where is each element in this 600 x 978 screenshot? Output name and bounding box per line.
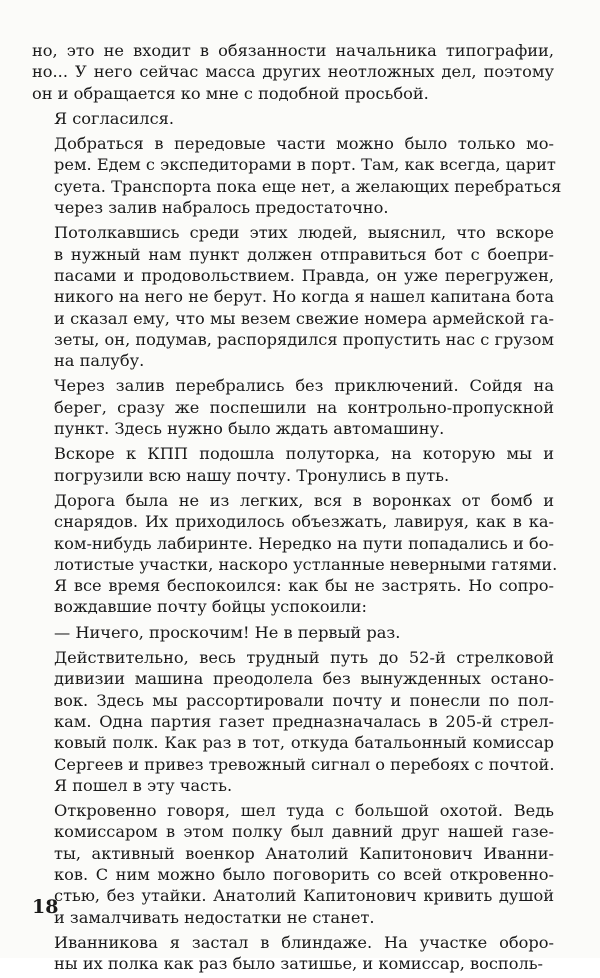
paragraph [32,800,554,928]
text-line: пасами и продовольствием. Правда, он уже перегружен, [54,265,554,285]
page-number: 18 [32,896,59,918]
paragraph [32,622,554,643]
paragraph [32,490,558,618]
paragraph [32,40,554,104]
text-line: и сказал ему, что мы везем свежие номера армейской га- [54,308,554,328]
text-line: лотистые участки, наскоро устланные неверными гатями. [54,554,558,574]
paragraph [32,133,562,218]
text-line: на палубу. [54,351,145,371]
text-line: Потолкавшись среди этих людей, выяснил, что вскоре [54,223,554,243]
text-line: но... У него сейчас масса других неотложных дел, поэтому [32,62,554,82]
text-line: стью, без утайки. Анатолий Капитонович кривить душой [54,886,554,906]
paragraph [32,443,554,486]
text-line: и замалчивать недостатки не станет. [54,907,375,927]
text-line: ны их полка как раз было затишье, и комиссар, восполь- [54,954,544,974]
text-line: вок. Здесь мы рассортировали почту и понесли по пол- [54,690,554,710]
text-line: Я согласился. [54,108,175,128]
text-line: Я все время беспокоился: как бы не застрять. Но сопро- [54,576,554,596]
text-line: ты, активный военкор Анатолий Капитонович Иванни- [54,843,554,863]
text-line: снарядов. Их приходилось объезжать, лавируя, как в ка- [54,512,554,532]
text-line: суета. Транспорта пока еще нет, а желающих перебраться [54,176,562,196]
text-line: пункт. Здесь нужно было ждать автомашину. [54,419,445,439]
text-line: кам. Одна партия газет предназначалась в 205-й стрел- [54,711,554,731]
text-line: — Ничего, проскочим! Не в первый раз. [54,622,401,642]
paragraph [32,222,554,371]
text-line: в нужный нам пункт должен отправиться бот с боепри- [54,244,554,264]
paragraph [32,108,554,129]
text-line: Откровенно говоря, шел туда с большой охотой. Ведь [54,801,554,821]
text-line: рем. Едем с экспедиторами в порт. Там, как всегда, царит [54,155,556,175]
text-line: дивизии машина преодолела без вынужденных остано- [54,669,554,689]
text-line: зеты, он, подумав, распорядился пропустить нас с грузом [54,329,555,349]
text-line: ковый полк. Как раз в тот, откуда батальонный комиссар [54,733,554,753]
text-line: Дорога была не из легких, вся в воронках от бомб и [54,490,554,510]
paragraph [32,375,554,439]
text-line: Добраться в передовые части можно было только мо- [54,134,554,154]
text-line: погрузили всю нашу почту. Тронулись в путь. [54,465,450,485]
text-line: ком-нибудь лабиринте. Нередко на пути попадались и бо- [54,533,554,553]
text-line: комиссаром в этом полку был давний друг нашей газе- [54,822,554,842]
text-line: Вскоре к КПП подошла полуторка, на которую мы и [54,444,554,464]
text-line: ков. С ним можно было поговорить со всей откровенно- [54,864,554,884]
text-line: Иванникова я застал в блиндаже. На участке оборо- [54,932,554,952]
text-line: Действительно, весь трудный путь до 52-й стрелковой [54,648,554,668]
text-line: берег, сразу же поспешили на контрольно-пропускной [54,397,554,417]
text-line: никого на него не берут. Но когда я нашел капитана бота [54,287,554,307]
page-body-text [32,40,562,978]
text-line: Я пошел в эту часть. [54,775,233,795]
text-line: Сергеев и привез тревожный сигнал о перебоях с почтой. [54,754,555,774]
text-line: но, это не входит в обязанности начальника типографии, [32,41,554,60]
paragraph [32,647,554,796]
text-line: он и обращается ко мне с подобной просьбой. [32,83,429,103]
paragraph [32,932,554,975]
text-line: вождавшие почту бойцы успокоили: [54,597,367,617]
text-line: Через залив перебрались без приключений. Сойдя на [54,376,554,396]
text-line: через залив набралось предостаточно. [54,198,389,218]
